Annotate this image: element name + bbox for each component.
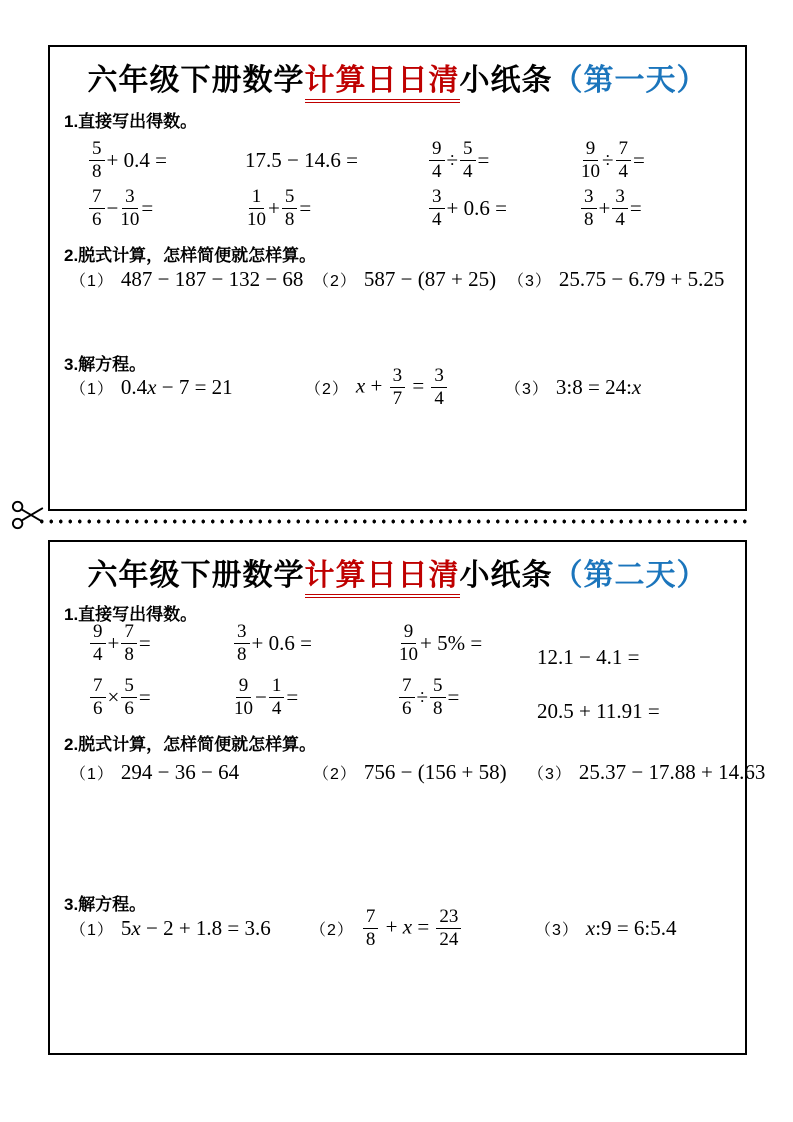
problem-number: （1） [70, 380, 114, 398]
equation-problem [305, 361, 449, 413]
quick-calc-problem: $\frac{7}{6}$ × $\frac{5}{6}$ = [88, 670, 151, 724]
problem-expression: 0.4x − 7 = 21 [120, 374, 233, 399]
section1-heading: 1.直接写出得数。 [64, 605, 198, 624]
section1-heading: 1.直接写出得数。 [64, 112, 198, 131]
problem-number: （3） [508, 272, 552, 290]
problem-number: （3） [528, 765, 572, 783]
equation-problem [310, 902, 463, 954]
step-calc-problem [70, 253, 303, 305]
problem-number: （2） [313, 272, 357, 290]
quick-calc-problem: $\frac{3}{8}$ + $\frac{3}{4}$ = [579, 181, 642, 235]
problem-expression: x:9 = 6:5.4 [585, 915, 677, 940]
panel-title [50, 55, 745, 99]
problem-expression: 5x − 2 + 1.8 = 3.6 [120, 915, 271, 940]
quick-calc-problem: 12.1 − 4.1 = [537, 644, 640, 669]
quick-calc-problem: 20.5 + 11.91 = [537, 698, 660, 723]
quick-calc-problem: $\frac{7}{6}$ ÷ $\frac{5}{8}$ = [397, 670, 459, 724]
problem-expression: 487 − 187 − 132 − 68 [120, 266, 304, 291]
equation-problem [70, 902, 271, 954]
quick-calc-problem: $\frac{3}{4}$ + 0.6 = [427, 181, 507, 235]
title-part1: 六年级下册数学 [87, 64, 305, 97]
problem-expression: 587 − (87 + 25) [363, 266, 497, 291]
scissors-icon [11, 498, 45, 532]
problem-expression: 3:8 = 24:x [555, 374, 642, 399]
dotted-cut-line [37, 519, 748, 524]
problem-expression: $\frac{7}{8}$ + x = $\frac{23}{24}$ [361, 907, 464, 950]
problem-number: （1） [70, 272, 114, 290]
equation-problem [70, 361, 233, 413]
quick-calc-problem: $\frac{9}{4}$ ÷ $\frac{5}{4}$ = [427, 133, 489, 187]
quick-calc-problem: $\frac{9}{10}$ + 5% = [399, 620, 483, 665]
problem-expression: 25.37 − 17.88 + 14.63 [578, 759, 766, 784]
quick-calc-problem: $\frac{9}{10}$ ÷ $\frac{7}{4}$ = [581, 137, 645, 182]
quick-calc-problem: $\frac{9}{4}$ + $\frac{7}{8}$ = [88, 616, 151, 670]
equation-problem [535, 902, 677, 954]
quick-calc-problem: $\frac{1}{10}$ + $\frac{5}{8}$ = [247, 185, 312, 230]
problem-expression: x + $\frac{3}{7}$ = $\frac{3}{4}$ [356, 366, 449, 409]
step-calc-problem [313, 253, 496, 305]
title-day-badge: （第一天） [552, 64, 708, 97]
step-calc-problem [528, 746, 765, 798]
problem-number: （2） [313, 765, 357, 783]
equation-problem [505, 361, 641, 413]
title-highlight: 计算日日清 [305, 64, 460, 103]
problem-number: （2） [310, 921, 354, 939]
problem-expression: 294 − 36 − 64 [120, 759, 240, 784]
section2-heading: 2.脱式计算，怎样简便就怎样算。 [64, 246, 317, 265]
title-part1: 六年级下册数学 [87, 559, 305, 592]
step-calc-problem [313, 746, 507, 798]
worksheet-panel-day2 [48, 540, 766, 1055]
quick-calc-problem: $\frac{9}{10}$ − $\frac{1}{4}$ = [234, 674, 299, 719]
title-highlight: 计算日日清 [305, 559, 460, 598]
problem-expression: 25.75 − 6.79 + 5.25 [558, 266, 725, 291]
quick-calc-problem: $\frac{7}{6}$ − $\frac{3}{10}$ = [87, 181, 153, 235]
problem-number: （3） [505, 380, 549, 398]
section3-heading: 3.解方程。 [64, 355, 147, 374]
problem-number: （2） [305, 380, 349, 398]
section2-heading: 2.脱式计算，怎样简便就怎样算。 [64, 735, 317, 754]
problem-number: （1） [70, 765, 114, 783]
problem-expression: 756 − (156 + 58) [363, 759, 507, 784]
step-calc-problem [70, 746, 239, 798]
section3-heading: 3.解方程。 [64, 895, 147, 914]
cut-divider [0, 496, 793, 538]
title-part2: 小纸条 [459, 64, 553, 97]
title-day-badge: （第二天） [552, 559, 708, 592]
quick-calc-problem: 17.5 − 14.6 = [245, 147, 358, 172]
title-part2: 小纸条 [459, 559, 553, 592]
panel-title [50, 550, 745, 594]
step-calc-problem [508, 253, 724, 305]
quick-calc-problem: $\frac{5}{8}$ + 0.4 = [87, 133, 167, 187]
problem-number: （3） [535, 921, 579, 939]
problem-number: （1） [70, 921, 114, 939]
worksheet-panel-day1 [48, 45, 747, 511]
quick-calc-problem: $\frac{3}{8}$ + 0.6 = [232, 616, 312, 670]
